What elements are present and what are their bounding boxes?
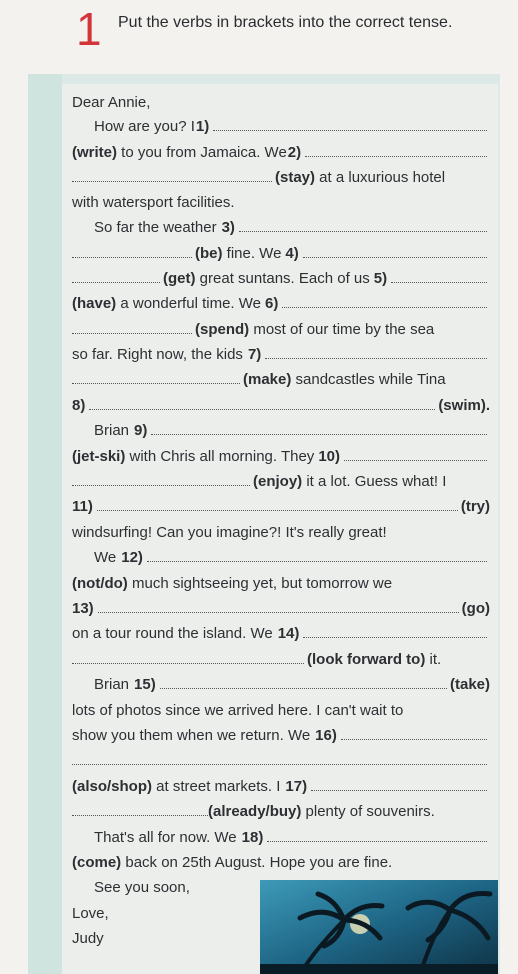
letter-line-1 — [94, 118, 490, 136]
line-text: How are you? I — [94, 118, 195, 135]
signature-text: Judy — [72, 930, 104, 947]
letter-line-6 — [72, 245, 490, 263]
letter-greeting — [72, 94, 490, 112]
gap-number-17: 17) — [285, 778, 308, 795]
line-text: at street markets. I — [152, 778, 281, 795]
answer-gap-17-cont[interactable] — [72, 803, 208, 816]
letter-line-24 — [72, 702, 490, 720]
panel-edge-stripe — [28, 74, 62, 974]
verb-prompt: (make) — [243, 371, 292, 388]
verb-prompt: (get) — [163, 270, 196, 287]
answer-gap-4[interactable] — [303, 245, 487, 258]
answer-gap-16[interactable] — [341, 727, 487, 740]
answer-gap-10-cont[interactable] — [72, 473, 250, 486]
letter-line-2 — [72, 144, 490, 162]
letter-line-10 — [72, 346, 490, 364]
palm-tree-illustration — [260, 880, 498, 974]
letter-line-27 — [72, 778, 490, 796]
letter-line-23 — [94, 676, 490, 694]
verb-prompt: (swim). — [438, 397, 490, 414]
answer-gap-10[interactable] — [344, 448, 487, 461]
letter-line-8 — [72, 295, 490, 313]
line-text: with watersport facilities. — [72, 194, 235, 211]
verb-prompt: (be) — [195, 245, 223, 262]
gap-number-7: 7) — [247, 346, 262, 363]
answer-gap-3[interactable] — [239, 219, 487, 232]
letter-line-17 — [72, 524, 490, 542]
verb-prompt: (look forward to) — [307, 651, 426, 668]
verb-prompt: (stay) — [275, 169, 316, 186]
line-text: to you from Jamaica. We — [117, 144, 287, 161]
closing-text: See you soon, — [94, 879, 190, 896]
line-text: great suntans. Each of us — [195, 270, 370, 287]
line-text: windsurfing! Can you imagine?! It's really great! — [72, 524, 387, 541]
letter-line-22 — [72, 651, 490, 669]
answer-gap-6-cont[interactable] — [72, 321, 192, 334]
verb-prompt: (write) — [72, 144, 117, 161]
line-text: We — [94, 549, 117, 566]
gap-number-1: 1) — [195, 118, 210, 135]
answer-gap-11[interactable] — [97, 498, 458, 511]
answer-gap-15[interactable] — [160, 676, 447, 689]
answer-gap-13[interactable] — [98, 600, 459, 613]
letter-line-19 — [72, 575, 490, 593]
line-text: so far. Right now, the kids — [72, 346, 243, 363]
answer-gap-5[interactable] — [391, 270, 487, 283]
verb-prompt: (try) — [460, 498, 490, 515]
letter-line-11 — [72, 371, 490, 389]
letter-line-3 — [72, 169, 490, 187]
line-text: with Chris all morning. They — [125, 448, 315, 465]
answer-gap-18[interactable] — [267, 829, 487, 842]
gap-number-15: 15) — [134, 676, 156, 693]
line-text: on a tour round the island. We — [72, 625, 273, 642]
gap-number-4: 4) — [285, 245, 299, 262]
greeting-text: Dear Annie, — [72, 94, 151, 111]
gap-number-3: 3) — [221, 219, 235, 236]
answer-gap-14-cont[interactable] — [72, 651, 304, 664]
letter-line-30 — [72, 854, 490, 872]
letter-line-25 — [72, 727, 490, 745]
answer-gap-4-cont[interactable] — [72, 270, 160, 283]
gap-number-5: 5) — [373, 270, 388, 287]
letter-line-12 — [72, 397, 490, 415]
answer-gap-8[interactable] — [89, 397, 435, 410]
answer-gap-9[interactable] — [151, 422, 487, 435]
answer-gap-12[interactable] — [147, 549, 487, 562]
verb-prompt: (spend) — [195, 321, 250, 338]
closing-text: Love, — [72, 905, 109, 922]
answer-gap-6[interactable] — [282, 295, 487, 308]
line-text: much sightseeing yet, but tomorrow we — [127, 575, 393, 592]
verb-prompt: (also/shop) — [72, 778, 153, 795]
line-text: sandcastles while Tina — [291, 371, 446, 388]
letter-line-26 — [72, 752, 490, 765]
line-text: back on 25th August. Hope you are fine. — [121, 854, 393, 871]
line-text: That's all for now. We — [94, 829, 237, 846]
gap-number-13: 13) — [72, 600, 94, 617]
answer-gap-3-cont[interactable] — [72, 245, 192, 258]
line-text: Brian — [94, 676, 130, 693]
line-text: lots of photos since we arrived here. I can't wait to — [72, 702, 404, 719]
verb-prompt: (go) — [461, 600, 490, 617]
letter-line-4 — [72, 194, 490, 212]
line-text: plenty of souvenirs. — [301, 803, 435, 820]
letter-line-28 — [72, 803, 490, 821]
gap-number-10: 10) — [318, 448, 340, 465]
letter-line-15 — [72, 473, 490, 491]
answer-gap-17[interactable] — [311, 778, 487, 791]
answer-gap-14[interactable] — [303, 625, 487, 638]
answer-gap-7[interactable] — [265, 346, 487, 359]
gap-number-18: 18) — [241, 829, 264, 846]
gap-number-9: 9) — [134, 422, 148, 439]
letter-line-7 — [72, 270, 490, 288]
line-text: fine. We — [222, 245, 282, 262]
line-text: most of our time by the sea — [249, 321, 435, 338]
gap-number-14: 14) — [277, 625, 300, 642]
verb-prompt: (already/buy) — [208, 803, 302, 820]
line-text: show you them when we return. We — [72, 727, 311, 744]
verb-prompt: (have) — [72, 295, 117, 312]
letter-line-14 — [72, 448, 490, 466]
gap-number-8: 8) — [72, 397, 86, 414]
gap-number-2: 2) — [287, 144, 302, 161]
line-text: a wonderful time. We — [116, 295, 261, 312]
verb-prompt: (not/do) — [72, 575, 128, 592]
answer-gap-7-cont[interactable] — [72, 371, 240, 384]
letter-line-16 — [72, 498, 490, 516]
letter-line-5 — [94, 219, 490, 237]
letter-line-29 — [94, 829, 490, 847]
answer-gap-2[interactable] — [305, 144, 487, 157]
answer-gap-16-cont[interactable] — [72, 752, 487, 765]
exercise-instruction: Put the verbs in brackets into the correct tense. — [118, 14, 453, 31]
verb-prompt: (come) — [72, 854, 122, 871]
letter-line-21 — [72, 625, 490, 643]
letter-line-18 — [94, 549, 490, 567]
answer-gap-1[interactable] — [213, 118, 487, 131]
letter-line-13 — [94, 422, 490, 440]
verb-prompt: (take) — [449, 676, 490, 693]
gap-number-12: 12) — [121, 549, 143, 566]
line-text: at a luxurious hotel — [315, 169, 446, 186]
line-text: Brian — [94, 422, 130, 439]
letter-line-9 — [72, 321, 490, 339]
line-text: it. — [425, 651, 442, 668]
exercise-number: 1 — [76, 3, 102, 55]
line-text: it a lot. Guess what! I — [302, 473, 447, 490]
line-text: So far the weather — [94, 219, 217, 236]
verb-prompt: (enjoy) — [253, 473, 303, 490]
letter-line-20 — [72, 600, 490, 618]
gap-number-11: 11) — [72, 498, 93, 515]
beach-photo — [260, 880, 498, 974]
gap-number-16: 16) — [315, 727, 337, 744]
verb-prompt: (jet-ski) — [72, 448, 126, 465]
answer-gap-2-cont[interactable] — [72, 169, 272, 182]
gap-number-6: 6) — [264, 295, 279, 312]
